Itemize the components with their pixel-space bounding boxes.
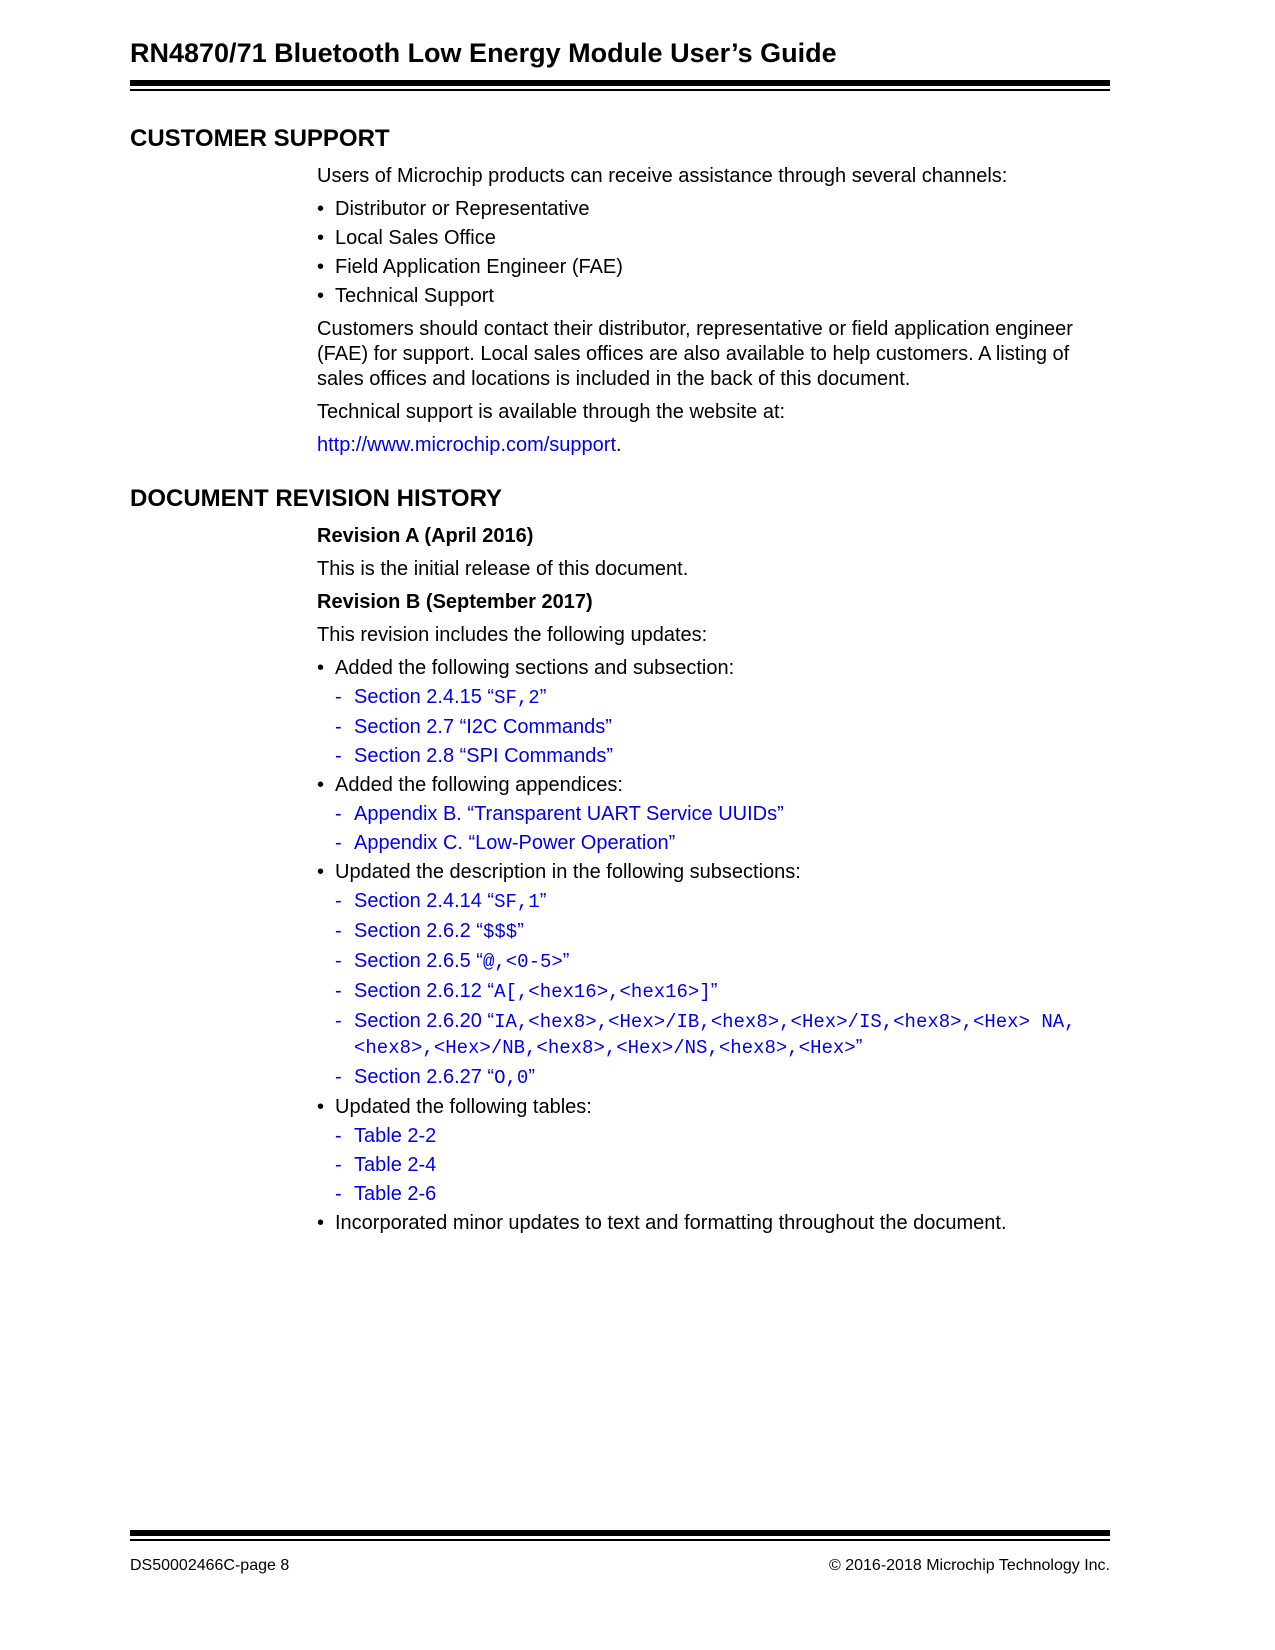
update-reference (335, 744, 1107, 769)
revision-updates-list (317, 656, 1107, 1236)
quote-open: “ (481, 1010, 495, 1032)
command-code: O,0 (494, 1067, 529, 1089)
quote-close: ” (517, 920, 524, 942)
update-reference (335, 1182, 1107, 1207)
quote-open: “ (481, 890, 495, 912)
website-intro: Technical support is available through the website at: (317, 401, 786, 423)
update-reference (335, 1124, 1107, 1149)
copyright: © 2016-2018 Microchip Technology Inc. (829, 1557, 1110, 1574)
update-reference (335, 802, 1107, 827)
list-item: • Local Sales Office (317, 226, 1107, 251)
update-reference (335, 979, 1107, 1005)
update-item (317, 1211, 1107, 1236)
support-intro: Users of Microchip products can receive assistance through several channels: (317, 165, 1008, 187)
update-text: Incorporated minor updates to text and formatting throughout the document. (335, 1212, 1007, 1234)
revision-history-heading: DOCUMENT REVISION HISTORY (130, 485, 503, 512)
revision-b-title: Revision B (September 2017) (317, 591, 593, 613)
command-code: $$$ (482, 921, 518, 943)
quote-close: ” (855, 1036, 863, 1058)
cross-reference-link[interactable]: Section 2.6.27 (354, 1066, 482, 1088)
cross-reference-link[interactable]: Table 2-6 (354, 1183, 437, 1205)
cross-reference-link[interactable]: Section 2.6.2 (354, 920, 471, 942)
quote-open: “ (481, 1066, 495, 1088)
support-website-link[interactable]: http://www.microchip.com/support (317, 434, 616, 456)
list-item: • Field Application Engineer (FAE) (317, 255, 1107, 280)
update-text: Added the following appendices: (335, 774, 623, 796)
update-reference (335, 1009, 1107, 1061)
command-code: @,<0-5> (482, 951, 563, 973)
support-channels-list (317, 197, 1107, 309)
cross-reference-link[interactable]: Table 2-2 (354, 1125, 437, 1147)
quote-open: “ (470, 920, 483, 942)
revision-b-text: This revision includes the following updates: (317, 624, 708, 646)
cross-reference-link[interactable]: Section 2.8 “SPI Commands” (354, 745, 613, 767)
update-reference (335, 1065, 1107, 1091)
quote-close: ” (528, 1066, 535, 1088)
revision-a-text: This is the initial release of this document. (317, 558, 689, 580)
cross-reference-link[interactable]: Section 2.7 “I2C Commands” (354, 716, 612, 738)
header-rule-thin (130, 89, 1110, 91)
command-code: IA,<hex8>,<Hex>/IB,<hex8>,<Hex>/IS,<hex8>,<Hex> NA,<hex8>,<Hex>/NB,<hex8>,<Hex>/NS,<hex8>,<Hex> (354, 1011, 1076, 1059)
header-rule-thick (130, 80, 1110, 86)
page-footer (130, 1530, 1110, 1575)
document-id: DS50002466C-page 8 (130, 1557, 290, 1574)
cross-reference-link[interactable]: Section 2.6.20 (354, 1010, 482, 1032)
update-reference (335, 715, 1107, 740)
quote-open: “ (470, 950, 483, 972)
revision-a-title: Revision A (April 2016) (317, 525, 534, 547)
page-header (130, 36, 1110, 91)
update-reference (335, 685, 1107, 711)
command-code: A[,<hex16>,<hex16>] (494, 981, 711, 1003)
cross-reference-link[interactable]: Section 2.6.12 (354, 980, 482, 1002)
customer-support-heading: CUSTOMER SUPPORT (130, 125, 390, 152)
update-text: Updated the following tables: (335, 1096, 592, 1118)
update-reference (335, 919, 1107, 945)
update-text: Updated the description in the following subsections: (335, 861, 801, 883)
update-sublist (335, 889, 1107, 1091)
website-line (317, 433, 1107, 458)
update-item (317, 656, 1107, 769)
quote-open: “ (481, 980, 495, 1002)
website-period: . (616, 434, 622, 456)
list-item: • Technical Support (317, 284, 1107, 309)
footer-row (130, 1557, 1110, 1575)
command-code: SF,2 (494, 687, 540, 709)
cross-reference-link[interactable]: Section 2.6.5 (354, 950, 471, 972)
update-reference (335, 1153, 1107, 1178)
command-code: SF,1 (494, 891, 540, 913)
update-item (317, 860, 1107, 1091)
update-sublist (335, 1124, 1107, 1207)
update-reference (335, 831, 1107, 856)
quote-close: ” (562, 950, 570, 972)
cross-reference-link[interactable]: Appendix B. “Transparent UART Service UUIDs” (354, 803, 784, 825)
list-item: • Distributor or Representative (317, 197, 1107, 222)
update-item (317, 1095, 1107, 1207)
footer-rule-thin (130, 1539, 1110, 1541)
update-reference (335, 889, 1107, 915)
quote-close: ” (539, 686, 547, 708)
quote-close: ” (539, 890, 547, 912)
cross-reference-link[interactable]: Section 2.4.15 (354, 686, 482, 708)
quote-open: “ (481, 686, 495, 708)
cross-reference-link[interactable]: Appendix C. “Low-Power Operation” (354, 832, 676, 854)
quote-close: ” (710, 980, 718, 1002)
revision-history-body (317, 524, 1107, 1240)
update-reference (335, 949, 1107, 975)
document-title: RN4870/71 Bluetooth Low Energy Module User’s Guide (130, 38, 837, 68)
update-item (317, 773, 1107, 856)
contact-paragraph: Customers should contact their distributor, representative or field application engineer (FAE) for support. Local sales offices are also available to help customers. A listing of sales offices and locations is included in the back of this document. (317, 318, 1073, 390)
update-text: Added the following sections and subsection: (335, 657, 735, 679)
update-sublist (335, 802, 1107, 856)
customer-support-body (317, 164, 1107, 466)
cross-reference-link[interactable]: Table 2-4 (354, 1154, 437, 1176)
cross-reference-link[interactable]: Section 2.4.14 (354, 890, 482, 912)
update-sublist (335, 685, 1107, 769)
footer-rule-thick (130, 1530, 1110, 1536)
